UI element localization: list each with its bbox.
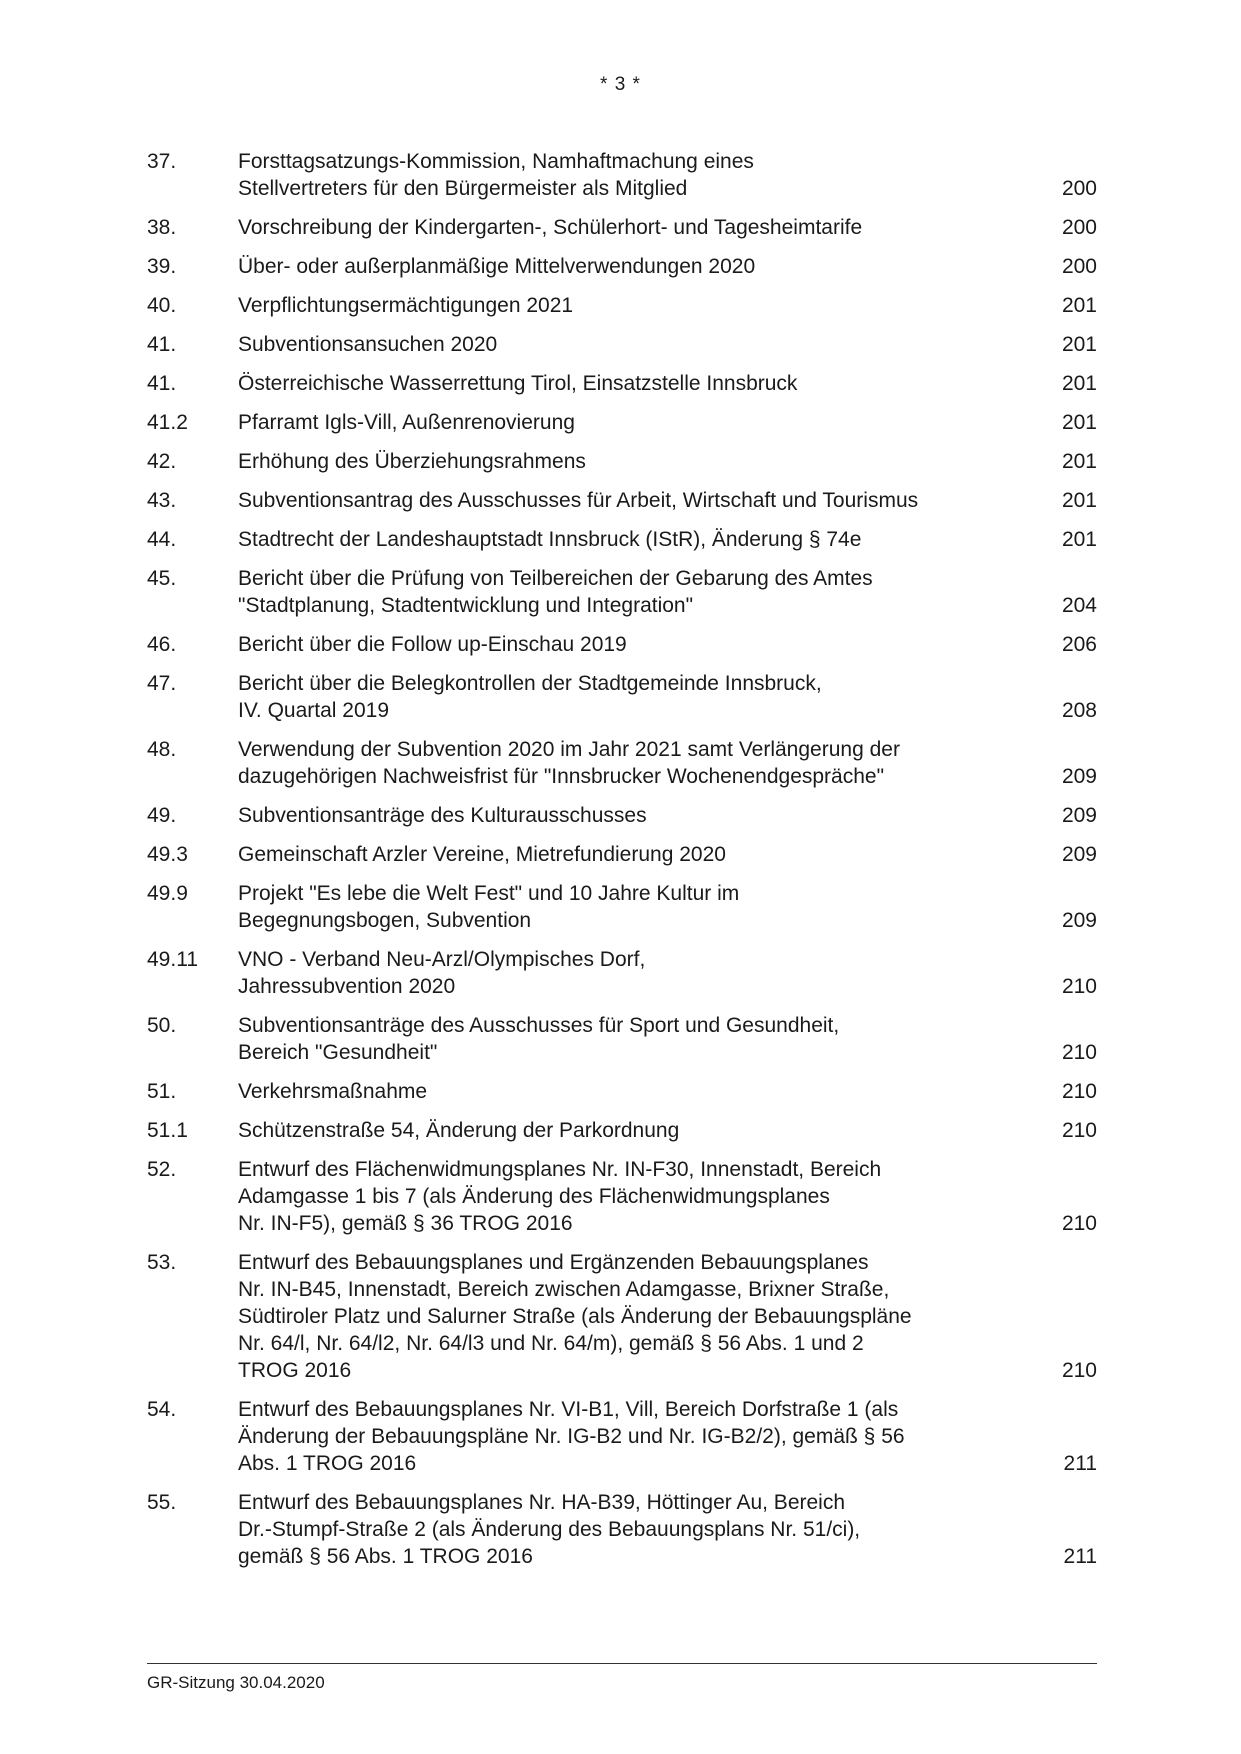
toc-entry-number: 51.1: [147, 1119, 188, 1142]
toc-entry-title: Entwurf des Bebauungsplanes Nr. HA-B39, Höttinger Au, Bereich Dr.-Stumpf-Straße 2 (als Änderung des Bebauungsplans Nr. 51/ci), gemäß § 56 Abs. 1 TROG 2016: [238, 1491, 861, 1568]
toc-entry-number: 43.: [147, 489, 177, 512]
toc-entry-page: 210: [1061, 1359, 1097, 1382]
toc-entry: [147, 631, 1097, 658]
toc-entry-title: Österreichische Wasserrettung Tirol, Einsatzstelle Innsbruck: [238, 372, 798, 395]
toc-entry-number: 38.: [147, 216, 177, 239]
toc-entry-title: Stadtrecht der Landeshauptstadt Innsbruck (IStR), Änderung § 74e: [238, 528, 862, 551]
toc-entry-title: Entwurf des Bebauungsplanes und Ergänzenden Bebauungsplanes Nr. IN-B45, Innenstadt, Bereich zwischen Adamgasse, Brixner Straße, Südtiroler Platz und Salurner Straße (als Änderung der Bebauungspläne Nr. 64/l, Nr. 64/l2, Nr. 64/l3 und Nr. 64/m), gemäß § 56 Abs. 1 und 2 TROG 2016: [238, 1251, 912, 1382]
toc-entry-page: 208: [1061, 699, 1097, 722]
toc-entry-number: 42.: [147, 450, 177, 473]
toc-entry-title: Pfarramt Igls-Vill, Außenrenovierung: [238, 411, 575, 434]
toc-entry-title: Vorschreibung der Kindergarten-, Schülerhort- und Tagesheimtarife: [238, 216, 863, 239]
toc-entry: [147, 736, 1097, 790]
toc-entry-page: 209: [1061, 765, 1097, 788]
toc-entry-number: 45.: [147, 567, 177, 590]
toc-entry-title: Über- oder außerplanmäßige Mittelverwendungen 2020: [238, 255, 756, 278]
toc-entry-page: 206: [1061, 633, 1097, 656]
toc-entry-title: Subventionsanträge des Kulturausschusses: [238, 804, 647, 827]
toc-entry-number: 55.: [147, 1491, 177, 1514]
toc-entry: [147, 1078, 1097, 1105]
toc-entry-page: 209: [1061, 804, 1097, 827]
toc-entry-number: 47.: [147, 672, 177, 695]
table-of-contents: [147, 148, 1097, 1582]
toc-entry-page: 201: [1061, 450, 1097, 473]
toc-entry-title: Verpflichtungsermächtigungen 2021: [238, 294, 574, 317]
toc-entry-page: 200: [1061, 177, 1097, 200]
toc-entry-title: Entwurf des Flächenwidmungsplanes Nr. IN-F30, Innenstadt, Bereich Adamgasse 1 bis 7 (als Änderung des Flächenwidmungsplanes Nr. IN-F5), gemäß § 36 TROG 2016: [238, 1158, 882, 1235]
toc-entry-page: 210: [1061, 1212, 1097, 1235]
toc-entry: [147, 409, 1097, 436]
toc-entry: [147, 253, 1097, 280]
toc-entry-page: 201: [1061, 372, 1097, 395]
toc-entry-number: 49.9: [147, 882, 188, 905]
toc-entry: [147, 802, 1097, 829]
toc-entry-page: 210: [1061, 1119, 1097, 1142]
toc-entry: [147, 946, 1097, 1000]
toc-entry: [147, 1156, 1097, 1237]
toc-entry: [147, 487, 1097, 514]
toc-entry-number: 41.2: [147, 411, 188, 434]
toc-entry-title: Bericht über die Prüfung von Teilbereichen der Gebarung des Amtes "Stadtplanung, Stadtentwicklung und Integration": [238, 567, 873, 617]
toc-entry: [147, 1489, 1097, 1570]
toc-entry-page: 201: [1061, 411, 1097, 434]
toc-entry: [147, 1249, 1097, 1384]
toc-entry-number: 41.: [147, 333, 177, 356]
toc-entry: [147, 1396, 1097, 1477]
toc-entry-page: 201: [1061, 333, 1097, 356]
toc-entry-number: 52.: [147, 1158, 177, 1181]
toc-entry: [147, 1117, 1097, 1144]
toc-entry-number: 41.: [147, 372, 177, 395]
toc-entry: [147, 370, 1097, 397]
toc-entry-number: 49.: [147, 804, 177, 827]
toc-entry-number: 40.: [147, 294, 177, 317]
toc-entry-page: 210: [1061, 1080, 1097, 1103]
toc-entry-title: Projekt "Es lebe die Welt Fest" und 10 Jahre Kultur im Begegnungsbogen, Subvention: [238, 882, 740, 932]
toc-entry-number: 37.: [147, 150, 177, 173]
toc-entry-title: Entwurf des Bebauungsplanes Nr. VI-B1, Vill, Bereich Dorfstraße 1 (als Änderung der Bebauungspläne Nr. IG-B2 und Nr. IG-B2/2), gemäß § 56 Abs. 1 TROG 2016: [238, 1398, 905, 1475]
toc-entry-page: 201: [1061, 294, 1097, 317]
toc-entry-page: 200: [1061, 255, 1097, 278]
toc-entry-number: 48.: [147, 738, 177, 761]
toc-entry-title: Subventionsantrag des Ausschusses für Arbeit, Wirtschaft und Tourismus: [238, 489, 919, 512]
toc-entry: [147, 526, 1097, 553]
toc-entry: [147, 1012, 1097, 1066]
toc-entry-title: Verkehrsmaßnahme: [238, 1080, 428, 1103]
toc-entry-title: Bericht über die Follow up-Einschau 2019: [238, 633, 627, 656]
footer-divider: [147, 1663, 1097, 1664]
toc-entry-number: 54.: [147, 1398, 177, 1421]
toc-entry-number: 49.11: [147, 948, 198, 971]
toc-entry-title: Subventionsansuchen 2020: [238, 333, 498, 356]
toc-entry-page: 211: [1063, 1545, 1097, 1568]
page-number: * 3 *: [600, 74, 641, 95]
toc-entry: [147, 670, 1097, 724]
toc-entry-page: 210: [1061, 1041, 1097, 1064]
toc-entry: [147, 448, 1097, 475]
toc-entry-page: 201: [1061, 528, 1097, 551]
toc-entry-number: 50.: [147, 1014, 177, 1037]
toc-entry-number: 46.: [147, 633, 177, 656]
toc-entry-title: Forsttagsatzungs-Kommission, Namhaftmachung eines Stellvertreters für den Bürgermeister als Mitglied: [238, 150, 754, 200]
toc-entry-number: 51.: [147, 1080, 177, 1103]
toc-entry-number: 49.3: [147, 843, 188, 866]
toc-entry-title: Gemeinschaft Arzler Vereine, Mietrefundierung 2020: [238, 843, 726, 866]
toc-entry-page: 209: [1061, 843, 1097, 866]
toc-entry: [147, 148, 1097, 202]
toc-entry-number: 53.: [147, 1251, 177, 1274]
toc-entry: [147, 214, 1097, 241]
toc-entry-page: 201: [1061, 489, 1097, 512]
toc-entry-title: Bericht über die Belegkontrollen der Stadtgemeinde Innsbruck, IV. Quartal 2019: [238, 672, 822, 722]
footer-text: GR-Sitzung 30.04.2020: [147, 1673, 325, 1692]
toc-entry-number: 39.: [147, 255, 177, 278]
toc-entry: [147, 565, 1097, 619]
toc-entry: [147, 331, 1097, 358]
toc-entry-title: Subventionsanträge des Ausschusses für Sport und Gesundheit, Bereich "Gesundheit": [238, 1014, 840, 1064]
toc-entry-title: Erhöhung des Überziehungsrahmens: [238, 450, 586, 473]
toc-entry-page: 200: [1061, 216, 1097, 239]
toc-entry-page: 204: [1061, 594, 1097, 617]
toc-entry-page: 210: [1061, 975, 1097, 998]
toc-entry-title: VNO - Verband Neu-Arzl/Olympisches Dorf, Jahressubvention 2020: [238, 948, 646, 998]
toc-entry: [147, 292, 1097, 319]
toc-entry-page: 211: [1063, 1452, 1097, 1475]
toc-entry-page: 209: [1061, 909, 1097, 932]
toc-entry-title: Schützenstraße 54, Änderung der Parkordnung: [238, 1119, 680, 1142]
toc-entry: [147, 841, 1097, 868]
toc-entry: [147, 880, 1097, 934]
toc-entry-title: Verwendung der Subvention 2020 im Jahr 2021 samt Verlängerung der dazugehörigen Nachweisfrist für "Innsbrucker Wochenendgespräche": [238, 738, 900, 788]
toc-entry-number: 44.: [147, 528, 177, 551]
